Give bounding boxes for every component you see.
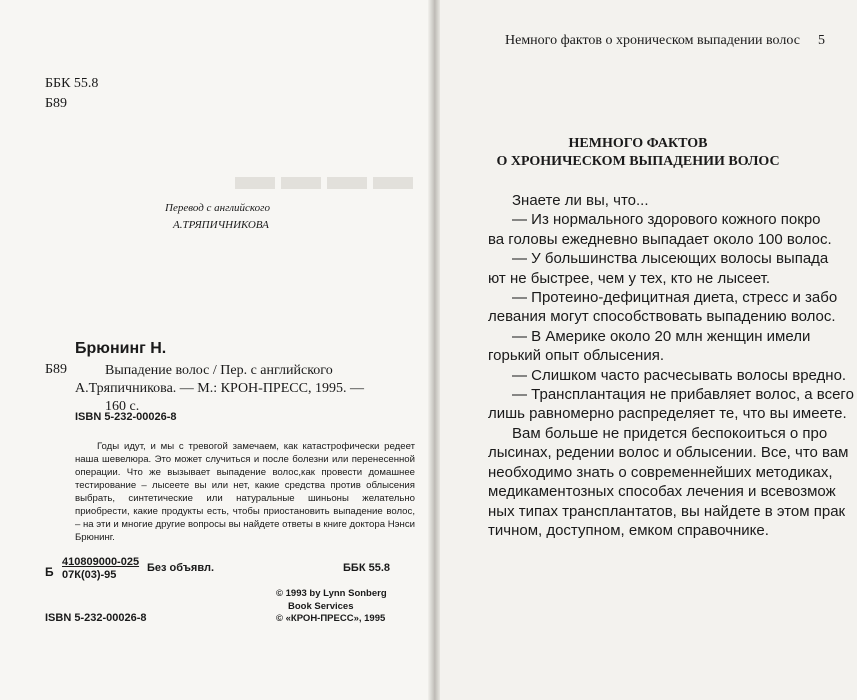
- body-line: левания могут способствовать выпадению волос.: [488, 308, 836, 326]
- body-line: — В Америке около 20 млн женщин имели: [512, 327, 811, 345]
- body-line: — Из нормального здорового кожного покро: [512, 211, 821, 229]
- body-line: лысинах, редении волос и облысении. Все, что вам: [488, 444, 849, 462]
- body-line: — У большинства лысеющих волосы выпада: [512, 250, 829, 268]
- body-line: — Протеино-дефицитная диета, стресс и забо: [512, 289, 838, 307]
- body-line: — Трансплантация не прибавляет волос, а всего: [512, 386, 854, 404]
- body-text: [488, 191, 854, 540]
- annotation: [75, 440, 415, 544]
- bleed-through-shadow: ▬▬▬▬: [235, 153, 419, 198]
- publication-code: [62, 556, 139, 582]
- body-line: Вам больше не придется беспокоиться о про: [512, 424, 828, 442]
- author-name: Брюнинг Н.: [75, 340, 167, 357]
- translation-label: Перевод с английского: [165, 202, 270, 214]
- biblio-line: А.Тряпичникова. — М.: КРОН-ПРЕСС, 1995. —: [75, 381, 364, 396]
- body-line: Знаете ли вы, что...: [512, 192, 649, 209]
- body-line: ных типах трансплантатов, вы найдете в этом прак: [488, 502, 846, 520]
- biblio-line: 160 с.: [105, 399, 140, 414]
- body-line: медикаментозных способах лечения и всевозмож: [488, 483, 836, 501]
- page-number: 5: [818, 33, 825, 48]
- biblio-line: Выпадение волос / Пер. с английского: [105, 363, 333, 378]
- code-letter: Б: [45, 565, 54, 579]
- code-line-1: 410809000-025: [62, 556, 140, 568]
- bbk-bottom: ББК 55.8: [343, 562, 390, 574]
- copyright-line: © 1993 by Lynn Sonberg: [276, 588, 387, 599]
- translation-credit: [165, 200, 270, 234]
- body-line: — Слишком часто расчесывать волосы вредно.: [512, 366, 847, 384]
- translator-name: А.ТРЯПИЧНИКОВА: [173, 219, 269, 231]
- chapter-title: [488, 135, 788, 171]
- annotation-text: Годы идут, и мы с тревогой замечаем, как катастрофически редеет наша шевелюра. Это может случиться и после болезни или перенесенной операции. Что же вызывает выпадение волос,как провести домашнее тестирование – лысеете вы или нет, какие средства против облысения выбрать, синтетические или натуральные шиньоны желательно приобрести, какие продукты есть, чтобы приостановить выпадение волос, – на эти и многие другие вопросы вы найдете ответы в книге доктора Нэнси Брюнинг.: [75, 441, 415, 543]
- code-note: Без объявл.: [147, 562, 215, 574]
- book-gutter: [428, 0, 440, 700]
- bibliographic-description: [75, 362, 410, 416]
- body-line: горький опыт облысения.: [488, 347, 665, 365]
- running-head: Немного фактов о хроническом выпадении волос: [505, 33, 800, 48]
- isbn-bottom: ISBN 5-232-00026-8: [45, 612, 147, 624]
- biblio-code: Б89: [45, 362, 68, 377]
- copyright-line: Book Services: [288, 600, 354, 612]
- copyright-line: © «КРОН-ПРЕСС», 1995: [276, 613, 386, 624]
- body-line: ва головы ежедневно выпадает около 100 волос.: [488, 230, 832, 248]
- index-code: Б89: [45, 96, 68, 111]
- body-line: тичном, доступном, емком справочнике.: [488, 521, 769, 539]
- chapter-title-line: О ХРОНИЧЕСКОМ ВЫПАДЕНИИ ВОЛОС: [496, 154, 780, 169]
- body-line: лишь равномерно распределяет те, что вы имеете.: [488, 405, 847, 423]
- copyright-block: [276, 588, 387, 626]
- body-line: ют не быстрее, чем у тех, кто не лысеет.: [488, 269, 771, 287]
- bbk-code: ББК 55.8: [45, 76, 99, 91]
- code-line-2: 07К(03)-95: [62, 569, 117, 581]
- bbk-header: [45, 74, 98, 114]
- isbn: ISBN 5-232-00026-8: [75, 411, 177, 423]
- body-line: необходимо знать о современнейших методиках,: [488, 463, 833, 481]
- chapter-title-line: НЕМНОГО ФАКТОВ: [568, 136, 708, 151]
